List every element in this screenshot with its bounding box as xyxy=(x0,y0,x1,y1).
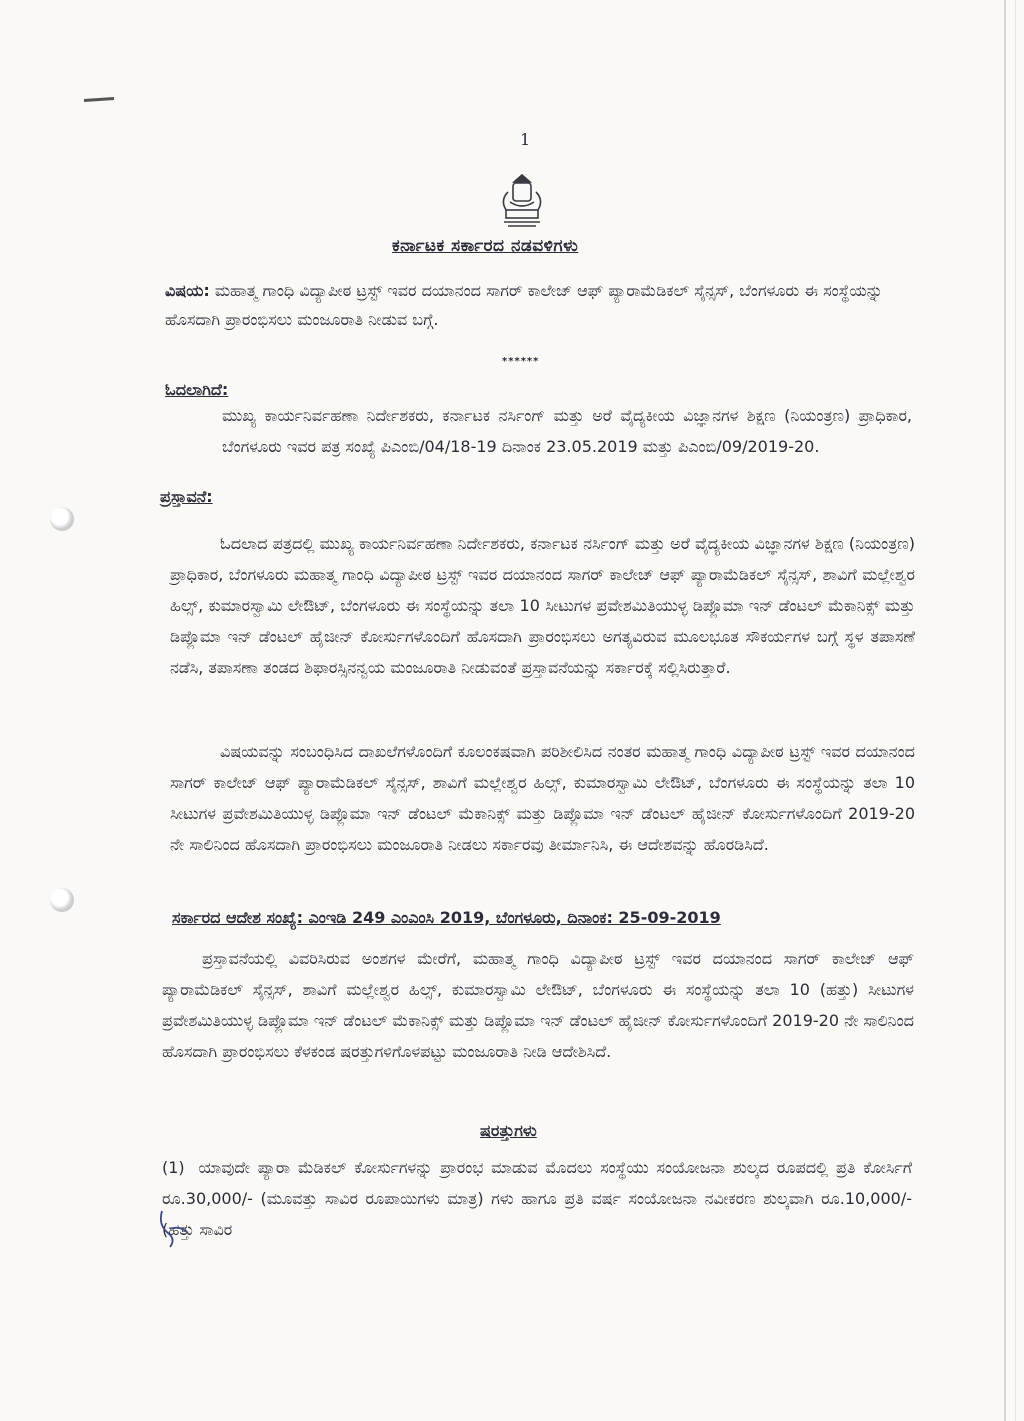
page-number: 1 xyxy=(520,130,531,149)
preamble-title: ಪ್ರಸ್ತಾವನೆ: xyxy=(160,487,213,506)
subject-label: ವಿಷಯ: xyxy=(165,281,210,300)
preamble-paragraph-1: ಓದಲಾದ ಪತ್ರದಲ್ಲಿ ಮುಖ್ಯ ಕಾರ್ಯನಿರ್ವಹಣಾ ನಿರ್ದೇಶಕರು, ಕರ್ನಾಟಕ ನರ್ಸಿಂಗ್ ಮತ್ತು ಅರೆ ವೈದ್ಯಕೀಯ ವಿಜ್ಞಾನಗಳ ಶಿಕ್ಷಣ (ನಿಯಂತ್ರಣ) ಪ್ರಾಧಿಕಾರ, ಬೆಂಗಳೂರು ಮಹಾತ್ಮ ಗಾಂಧಿ ವಿದ್ಯಾಪೀಠ ಟ್ರಸ್ಟ್ ಇವರ ದಯಾನಂದ ಸಾಗರ್ ಕಾಲೇಜ್ ಆಫ್ ಪ್ಯಾರಾಮೆಡಿಕಲ್ ಸೈನ್ಸಸ್, ಶಾವಿಗೆ ಮಲ್ಲೇಶ್ವರ ಹಿಲ್ಸ್, ಕುಮಾರಸ್ವಾಮಿ ಲೇಔಟ್, ಬೆಂಗಳೂರು ಈ ಸಂಸ್ಥೆಯನ್ನು ತಲಾ 10 ಸೀಟುಗಳ ಪ್ರವೇಶಮಿತಿಯುಳ್ಳ ಡಿಪ್ಲೊಮಾ ಇನ್ ಡೆಂಟಲ್ ಮೆಕಾನಿಕ್ಸ್ ಮತ್ತು ಡಿಪ್ಲೊಮಾ ಇನ್ ಡೆಂಟಲ್ ಹೈಜೀನ್ ಕೋರ್ಸುಗಳೊಂದಿಗೆ ಹೊಸದಾಗಿ ಪ್ರಾರಂಭಿಸಲು ಅಗತ್ಯವಿರುವ ಮೂಲಭೂತ ಸೌಕರ್ಯಗಳ ಬಗ್ಗೆ ಸ್ಥಳ ತಪಾಸಣೆ ನಡೆಸಿ, ತಪಾಸಣಾ ತಂಡದ ಶಿಫಾರಸ್ಸಿನನ್ವಯ ಮಂಜೂರಾತಿ ನೀಡುವಂತೆ ಪ್ರಸ್ತಾವನೆಯನ್ನು ಸರ್ಕಾರಕ್ಕೆ ಸಲ್ಲಿಸಿರುತ್ತಾರೆ. xyxy=(170,534,915,677)
read-text: ಮುಖ್ಯ ಕಾರ್ಯನಿರ್ವಹಣಾ ನಿರ್ದೇಶಕರು, ಕರ್ನಾಟಕ ನರ್ಸಿಂಗ್ ಮತ್ತು ಅರೆ ವೈದ್ಯಕೀಯ ವಿಜ್ಞಾನಗಳ ಶಿಕ್ಷಣ (ನಿಯಂತ್ರಣ) ಪ್ರಾಧಿಕಾರ, ಬೆಂಗಳೂರು ಇವರ ಪತ್ರ ಸಂಖ್ಯೆ ಪಿಎಂಬಿ/04/18-19 ದಿನಾಂಕ 23.05.2019 ಮತ್ತು ಪಿಎಂಬಿ/09/2019-20. xyxy=(222,406,912,456)
pen-mark xyxy=(84,97,114,102)
punch-hole-upper xyxy=(50,507,74,531)
subject-block xyxy=(165,276,915,334)
order-number-line: ಸರ್ಕಾರದ ಆದೇಶ ಸಂಖ್ಯೆ: ಎಂಇಡಿ 249 ಎಂಎಂಸಿ 2019, ಬೆಂಗಳೂರು, ದಿನಾಂಕ: 25-09-2019 xyxy=(172,908,721,927)
punch-hole-lower xyxy=(50,888,74,912)
condition-number: (1) xyxy=(162,1158,185,1177)
condition-item xyxy=(162,1152,912,1245)
subject-text: ಮಹಾತ್ಮ ಗಾಂಧಿ ವಿದ್ಯಾಪೀಠ ಟ್ರಸ್ಟ್ ಇವರ ದಯಾನಂದ ಸಾಗರ್ ಕಾಲೇಜ್ ಆಫ್ ಪ್ಯಾರಾಮೆಡಿಕಲ್ ಸೈನ್ಸಸ್, ಬೆಂಗಳೂರು ಈ ಸಂಸ್ಥೆಯನ್ನು ಹೊಸದಾಗಿ ಪ್ರಾರಂಭಿಸಲು ಮಂಜೂರಾತಿ ನೀಡುವ ಬಗ್ಗೆ. xyxy=(165,281,883,329)
separator: ****** xyxy=(502,356,540,367)
condition-text: ಯಾವುದೇ ಪ್ಯಾರಾ ಮೆಡಿಕಲ್ ಕೋರ್ಸುಗಳನ್ನು ಪ್ರಾರಂಭ ಮಾಡುವ ಮೊದಲು ಸಂಸ್ಥೆಯು ಸಂಯೋಜನಾ ಶುಲ್ಕದ ರೂಪದಲ್ಲಿ ಪ್ರತಿ ಕೋರ್ಸಿಗೆ ರೂ.30,000/- (ಮೂವತ್ತು ಸಾವಿರ ರೂಪಾಯಿಗಳು ಮಾತ್ರ) ಗಳು ಹಾಗೂ ಪ್ರತಿ ವರ್ಷ ಸಂಯೋಜನಾ ನವೀಕರಣ ಶುಲ್ಕವಾಗಿ ರೂ.10,000/- (ಹತ್ತು ಸಾವಿರ xyxy=(162,1158,912,1239)
state-emblem-icon xyxy=(496,172,548,230)
read-title: ಓದಲಾಗಿದೆ: xyxy=(165,380,229,399)
conditions-title: ಷರತ್ತುಗಳು xyxy=(480,1121,537,1140)
order-text: ಪ್ರಸ್ತಾವನೆಯಲ್ಲಿ ವಿವರಿಸಿರುವ ಅಂಶಗಳ ಮೇರೆಗೆ, ಮಹಾತ್ಮ ಗಾಂಧಿ ವಿದ್ಯಾಪೀಠ ಟ್ರಸ್ಟ್ ಇವರ ದಯಾನಂದ ಸಾಗರ್ ಕಾಲೇಜ್ ಆಫ್ ಪ್ಯಾರಾಮೆಡಿಕಲ್ ಸೈನ್ಸಸ್, ಶಾವಿಗೆ ಮಲ್ಲೇಶ್ವರ ಹಿಲ್ಸ್, ಕುಮಾರಸ್ವಾಮಿ ಲೇಔಟ್, ಬೆಂಗಳೂರು ಈ ಸಂಸ್ಥೆಯನ್ನು ತಲಾ 10 (ಹತ್ತು) ಸೀಟುಗಳ ಪ್ರವೇಶಮಿತಿಯುಳ್ಳ ಡಿಪ್ಲೊಮಾ ಇನ್ ಡೆಂಟಲ್ ಮೆಕಾನಿಕ್ಸ್ ಮತ್ತು ಡಿಪ್ಲೊಮಾ ಇನ್ ಡೆಂಟಲ್ ಹೈಜೀನ್ ಕೋರ್ಸುಗಳೊಂದಿಗೆ 2019-20 ನೇ ಸಾಲಿನಿಂದ ಹೊಸದಾಗಿ ಪ್ರಾರಂಭಿಸಲು ಕೆಳಕಂಡ ಷರತ್ತುಗಳಿಗೊಳಪಟ್ಟು ಮಂಜೂರಾತಿ ನೀಡಿ ಆದೇಶಿಸಿದೆ. xyxy=(162,949,914,1061)
document-heading: ಕರ್ನಾಟಕ ಸರ್ಕಾರದ ನಡವಳಿಗಳು xyxy=(392,236,579,256)
handwritten-mark-icon xyxy=(156,1205,196,1251)
preamble-paragraph-2: ವಿಷಯವನ್ನು ಸಂಬಂಧಿಸಿದ ದಾಖಲೆಗಳೊಂದಿಗೆ ಕೂಲಂಕಷವಾಗಿ ಪರಿಶೀಲಿಸಿದ ನಂತರ ಮಹಾತ್ಮ ಗಾಂಧಿ ವಿದ್ಯಾಪೀಠ ಟ್ರಸ್ಟ್ ಇವರ ದಯಾನಂದ ಸಾಗರ್ ಕಾಲೇಜ್ ಆಫ್ ಪ್ಯಾರಾಮೆಡಿಕಲ್ ಸೈನ್ಸಸ್, ಶಾವಿಗೆ ಮಲ್ಲೇಶ್ವರ ಹಿಲ್ಸ್, ಕುಮಾರಸ್ವಾಮಿ ಲೇಔಟ್, ಬೆಂಗಳೂರು ಈ ಸಂಸ್ಥೆಯನ್ನು ತಲಾ 10 ಸೀಟುಗಳ ಪ್ರವೇಶಮಿತಿಯುಳ್ಳ ಡಿಪ್ಲೊಮಾ ಇನ್ ಡೆಂಟಲ್ ಮೆಕಾನಿಕ್ಸ್ ಮತ್ತು ಡಿಪ್ಲೊಮಾ ಇನ್ ಡೆಂಟಲ್ ಹೈಜೀನ್ ಕೋರ್ಸುಗಳೊಂದಿಗೆ 2019-20 ನೇ ಸಾಲಿನಿಂದ ಹೊಸದಾಗಿ ಪ್ರಾರಂಭಿಸಲು ಮಂಜೂರಾತಿ ನೀಡಲು ಸರ್ಕಾರವು ತೀರ್ಮಾನಿಸಿ, ಈ ಆದೇಶವನ್ನು ಹೊರಡಿಸಿದೆ. xyxy=(170,742,915,854)
page-edge-shadow xyxy=(1004,0,1006,1421)
page-edge-shadow-2 xyxy=(1015,0,1016,1421)
